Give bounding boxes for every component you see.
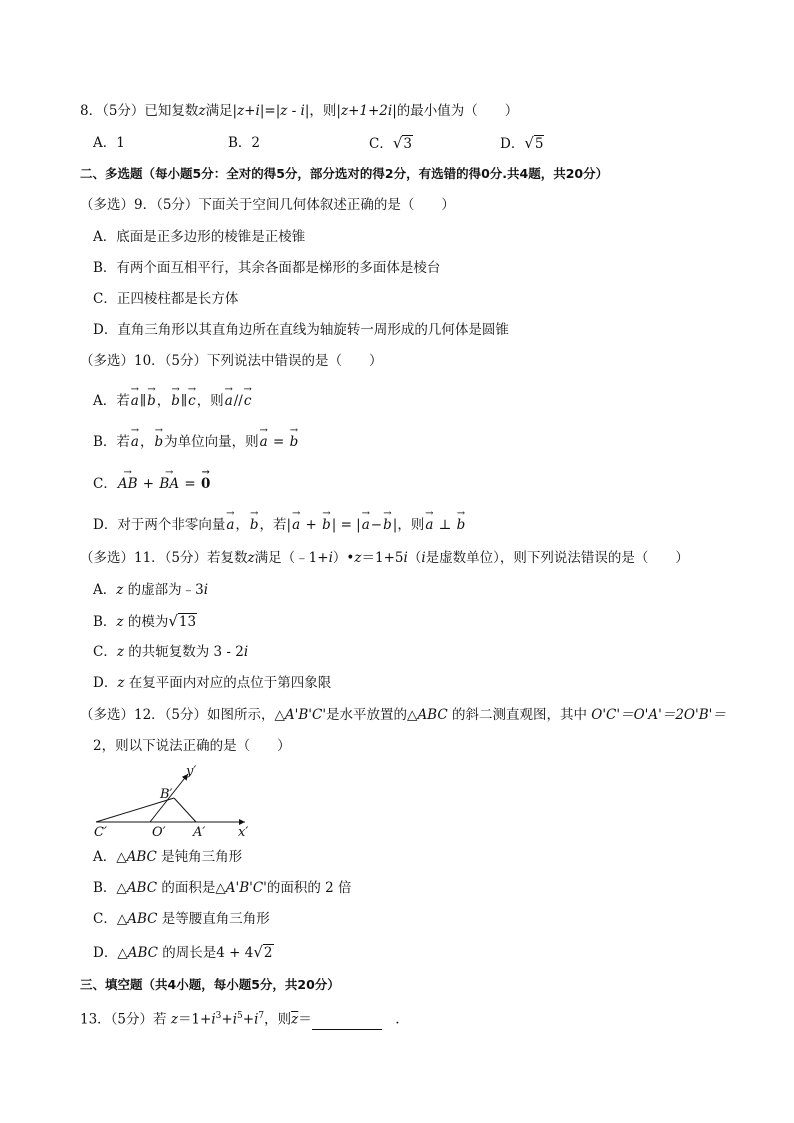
q11-option-d: D．z 在复平面内对应的点位于第四象限 — [93, 675, 332, 691]
q10-stem: （多选）10．（5分）下列说法中错误的是（ ） — [80, 353, 383, 369]
q8-option-a: A．1 — [93, 135, 125, 151]
q10-option-d: D．对于两个非零向量→ a，→ b，若|→ a + → b| = |→ a−→ b|，则→ a ⊥ → b — [93, 515, 466, 535]
label-o-prime: O′ — [152, 825, 166, 838]
sqrt-5: √5 — [524, 134, 544, 152]
label-x-prime: x′ — [238, 825, 249, 838]
z-conjugate: $\overline{z}$ — [291, 1011, 299, 1028]
label-c-prime: C′ — [94, 825, 107, 838]
q13-stem: 13．（5分）若 $z=1+i^3+i^5+i^7$，则$\overline{z}=$ . — [80, 1011, 400, 1028]
q10-option-b: B．若→ a，→ b为单位向量，则→ a = → b — [93, 432, 299, 452]
label-a-prime: A′ — [193, 825, 206, 838]
section-title-fill-in: 三、填空题（共4小题，每小题5分，共20分） — [80, 977, 340, 992]
q9-option-a: A．底面是正多边形的棱锥是正棱锥 — [93, 229, 306, 245]
sqrt-3: √3 — [392, 134, 412, 152]
label-y-prime: y′ — [186, 764, 197, 779]
q9-stem: （多选）9．（5分）下面关于空间几何体叙述正确的是（ ） — [80, 197, 455, 213]
q8-option-c: C．√3 — [369, 134, 412, 152]
sqrt-13: √13 — [168, 612, 197, 630]
q12-option-b: B．△ABC 的面积是△A'B'C'的面积的 2 倍 — [93, 880, 352, 896]
q11-option-a: A．z 的虚部为﹣3i — [93, 582, 209, 598]
section-title-multi-choice: 二、多选题（每小题5分：全对的得5分，部分选对的得2分，有选错的得0分.共4题，共20分） — [80, 166, 609, 181]
label-b-prime: B′ — [160, 787, 173, 802]
q12-option-a: A．△ABC 是钝角三角形 — [93, 849, 243, 865]
oblique-projection-figure — [90, 760, 270, 838]
q12-stem-line1: （多选）12．（5分）如图所示，△A'B'C'是水平放置的△ABC 的斜二测直观图，其中 O'C'＝O'A'＝2O'B'＝ — [80, 707, 726, 723]
q10-option-c: C．→ AB + → BA = → 0 — [93, 474, 211, 494]
q11-option-b: B．z 的模为√13 — [93, 612, 197, 630]
answer-blank[interactable] — [312, 1015, 382, 1030]
q9-option-b: B．有两个面互相平行，其余各面都是梯形的多面体是棱台 — [93, 260, 441, 276]
q8-option-b: B．2 — [228, 135, 261, 151]
q8-option-d: D．√5 — [500, 134, 544, 152]
sqrt-2: √2 — [253, 943, 273, 961]
q9-option-c: C．正四棱柱都是长方体 — [93, 291, 239, 307]
q12-stem-line2: 2，则以下说法正确的是（ ） — [93, 738, 291, 754]
q11-option-c: C．z 的共轭复数为 3 - 2i — [93, 644, 249, 660]
q12-option-d: D．△ABC 的周长是4 + 4√2 — [93, 943, 273, 961]
q11-stem: （多选）11．（5分）若复数z满足（﹣1+i）•z＝1+5i（i是虚数单位），则下列说法错误的是（ ） — [80, 550, 689, 566]
q8-stem: 8．（5分）已知复数z满足|z+i|=|z - i|，则|z+1+2i|的最小值为（ ） — [80, 103, 519, 119]
segment-b-a — [174, 798, 196, 822]
q10-option-a: A．若→ a∥→ b，→ b∥→ c，则→ a//→ c — [93, 391, 252, 411]
q9-option-d: D．直角三角形以其直角边所在直线为轴旋转一周形成的几何体是圆锥 — [93, 322, 509, 338]
q12-option-c: C．△ABC 是等腰直角三角形 — [93, 911, 270, 927]
